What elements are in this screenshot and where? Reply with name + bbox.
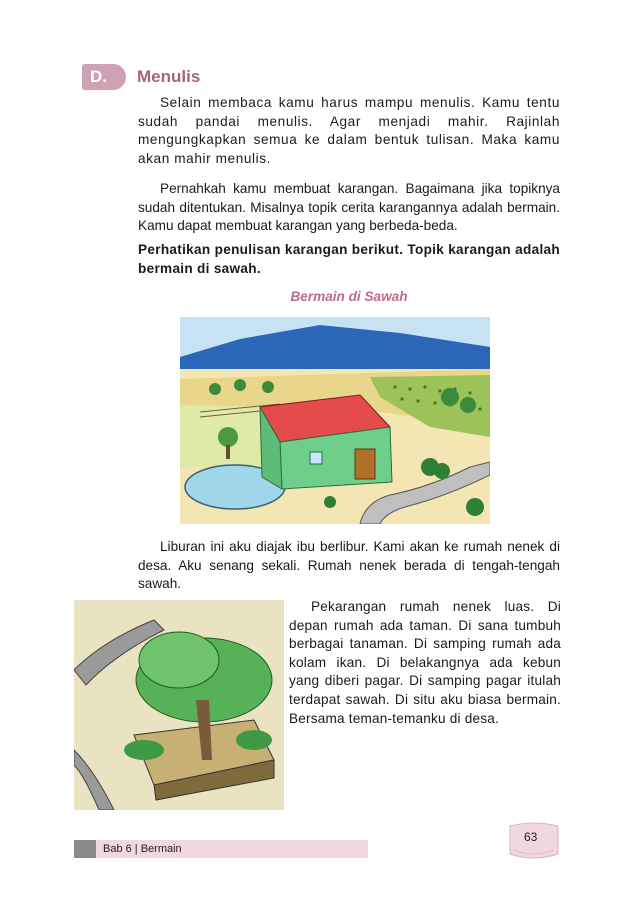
section-letter: D.: [90, 67, 107, 86]
village-scene-illustration: [180, 317, 490, 524]
story-paragraph-2: Pekarangan rumah nenek luas. Di depan rumah ada taman. Di sana tumbuh berbagai tanaman. Di samping rumah ada kolam ikan. Di belakangnya ada kebun yang diberi pagar. Di samping pagar itulah terdapat sawah. Di situ aku biasa bermain. Bersama teman-temanku di desa.: [289, 599, 561, 726]
instruction-paragraph: Perhatikan penulisan karangan berikut. Topik karangan adalah bermain di sawah.: [138, 242, 560, 276]
intro-paragraph-2: Pernahkah kamu membuat karangan. Bagaimana jika topiknya sudah ditentukan. Misalnya topik cerita karangannya adalah bermain. Kamu dapat membuat karangan yang berbeda-beda.: [138, 181, 560, 234]
intro-paragraph-1: Selain membaca kamu harus mampu menulis. Kamu tentu sudah pandai menulis. Agar menjadi mahir. Rajinlah mengungkapkan semua ke dalam bentuk tulisan. Maka kamu akan mahir menulis.: [138, 95, 560, 166]
page-number: 63: [524, 830, 538, 844]
section-title: Menulis: [137, 67, 201, 86]
chapter-label: Bab 6 | Bermain: [103, 843, 182, 855]
story-paragraph-1: Liburan ini aku diajak ibu berlibur. Kami akan ke rumah nenek di desa. Aku senang sekali. Rumah nenek berada di tengah-tengah sawah.: [138, 539, 560, 592]
garden-illustration: [74, 600, 284, 810]
story-title: Bermain di Sawah: [290, 289, 408, 304]
footer-marker: [74, 840, 96, 858]
